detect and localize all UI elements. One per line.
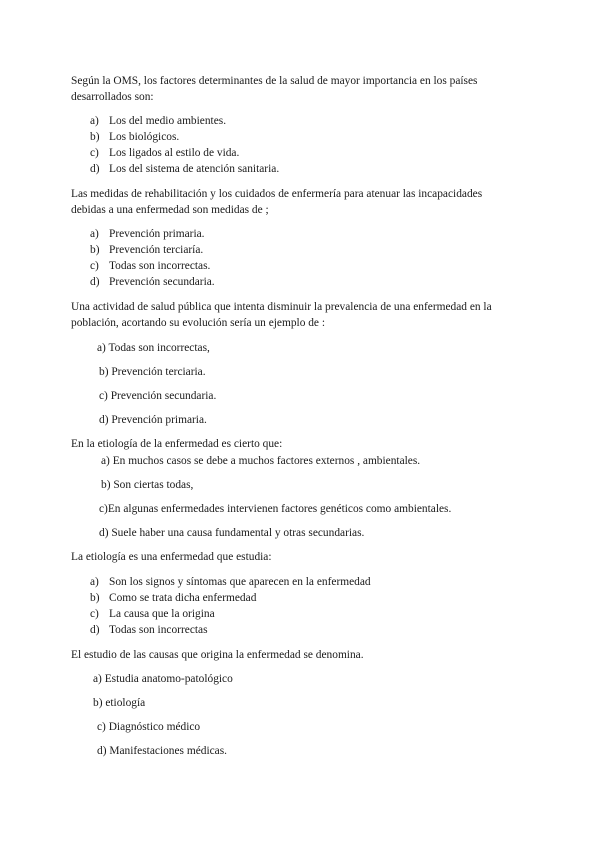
option-text: Prevención primaria.: [109, 228, 205, 240]
question-3-option-c: c) Prevención secundaria.: [99, 390, 217, 402]
question-2-option-b: [90, 242, 203, 258]
question-5-stem: La etiología es una enfermedad que estudia:: [71, 551, 272, 563]
question-3-stem-line-2: población, acortando su evolución sería un ejemplo de :: [71, 317, 325, 329]
option-text: Prevención secundaria.: [109, 276, 215, 288]
question-5-option-d: [90, 622, 208, 638]
question-6-option-c: c) Diagnóstico médico: [97, 721, 201, 733]
option-letter: a): [90, 228, 99, 240]
option-letter: b): [90, 131, 100, 143]
option-letter: d): [90, 624, 100, 636]
option-letter: c): [90, 260, 99, 272]
question-6-option-a: a) Estudia anatomo-patológico: [93, 673, 233, 685]
question-1-option-d: [90, 161, 279, 177]
question-4-option-d: d) Suele haber una causa fundamental y otras secundarias.: [99, 527, 365, 539]
question-4-option-c: c)En algunas enfermedades intervienen factores genéticos como ambientales.: [99, 503, 452, 515]
question-3-stem-line-1: Una actividad de salud pública que intenta disminuir la prevalencia de una enfermedad en la: [71, 301, 492, 313]
question-1-option-a: [90, 113, 226, 129]
question-2-option-d: [90, 274, 215, 290]
option-letter: b): [90, 592, 100, 604]
option-text: Todas son incorrectas.: [109, 260, 211, 272]
question-1-option-b: [90, 129, 179, 145]
option-letter: c): [90, 147, 99, 159]
option-letter: a): [90, 115, 99, 127]
option-text: Los del medio ambientes.: [109, 115, 227, 127]
option-text: Los biológicos.: [109, 131, 180, 143]
question-6-stem: El estudio de las causas que origina la enfermedad se denomina.: [71, 649, 364, 661]
option-letter: d): [90, 276, 100, 288]
question-4-option-b: b) Son ciertas todas,: [101, 479, 194, 491]
option-text: Los ligados al estilo de vida.: [109, 147, 240, 159]
option-letter: a): [90, 576, 99, 588]
question-1-option-c: [90, 145, 239, 161]
option-text: Todas son incorrectas: [109, 624, 208, 636]
option-text: Los del sistema de atención sanitaria.: [109, 163, 280, 175]
question-6-option-d: d) Manifestaciones médicas.: [97, 745, 227, 757]
option-text: La causa que la origina: [109, 608, 215, 620]
question-5-option-b: [90, 590, 256, 606]
question-6-option-b: b) etiología: [93, 697, 146, 709]
question-2-stem-line-1: Las medidas de rehabilitación y los cuidados de enfermería para atenuar las incapacidades: [71, 188, 483, 200]
question-2-option-c: [90, 258, 210, 274]
question-2-stem-line-2: debidas a una enfermedad son medidas de ;: [71, 204, 269, 216]
question-5-option-c: [90, 606, 215, 622]
option-letter: b): [90, 244, 100, 256]
question-4-option-a: a) En muchos casos se debe a muchos factores externos , ambientales.: [101, 455, 421, 467]
question-3-option-a: a) Todas son incorrectas,: [97, 342, 210, 354]
question-3-option-b: b) Prevención terciaria.: [99, 366, 206, 378]
option-letter: c): [90, 608, 99, 620]
option-letter: d): [90, 163, 100, 175]
question-4-stem: En la etiología de la enfermedad es cierto que:: [71, 438, 283, 450]
option-text: Son los signos y síntomas que aparecen en la enfermedad: [109, 576, 371, 588]
question-2-option-a: [90, 226, 205, 242]
option-text: Como se trata dicha enfermedad: [109, 592, 257, 604]
question-1-stem-line-2: desarrollados son:: [71, 91, 154, 103]
question-1-stem-line-1: Según la OMS, los factores determinantes de la salud de mayor importancia en los países: [71, 75, 478, 87]
question-3-option-d: d) Prevención primaria.: [99, 414, 207, 426]
question-5-option-a: [90, 574, 371, 590]
option-text: Prevención terciaría.: [109, 244, 204, 256]
